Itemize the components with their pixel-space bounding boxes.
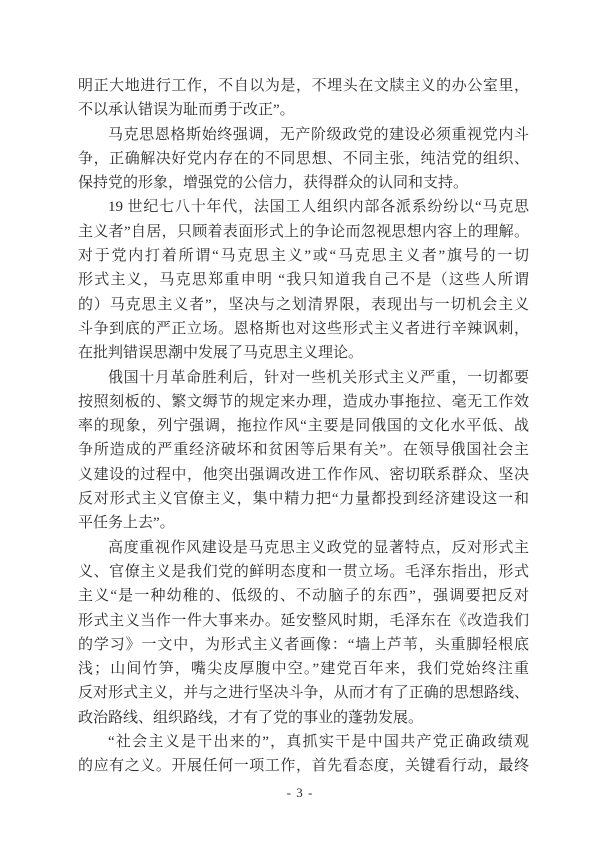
text-line: 主义“是一种幼稚的、低级的、不动脑子的东西”，强调要把反对: [78, 588, 529, 605]
text-line: 在批判错误思潮中发展了马克思主义理论。: [78, 345, 364, 362]
text-line: 政治路线、组织路线，才有了党的事业的蓬勃发展。: [78, 709, 424, 726]
text-line: 的）马克思主义者”，坚决与之划清界限，表现出与一切机会主义: [78, 296, 529, 313]
text-line: 不以承认错误为耻而勇于改正”。: [78, 102, 295, 119]
paragraph: [78, 366, 529, 536]
text-line: 对于党内打着所谓“马克思主义”或“马克思主义者”旗号的一切: [78, 248, 529, 265]
text-line: 争，正确解决好党内存在的不同思想、不同主张，纯洁党的组织、: [78, 150, 529, 167]
text-line: 19 世纪七八十年代，法国工人组织内部各派系纷纷以“马克思: [108, 199, 529, 216]
paragraph: [78, 195, 529, 365]
text-line: 斗争到底的严正立场。恩格斯也对这些形式主义者进行辛辣讽刺，: [78, 320, 529, 337]
text-line: 主义者”自居，只顾着表面形式上的争论而忽视思想内容上的理解。: [78, 223, 529, 240]
document-body: [78, 74, 529, 779]
paragraph: [78, 730, 529, 779]
paragraph: [78, 74, 529, 123]
page-number: - 3 -: [286, 785, 314, 800]
text-line: 率的现象，列宁强调，拖拉作风“主要是同俄国的文化水平低、战: [78, 418, 529, 435]
text-line: 俄国十月革命胜利后，针对一些机关形式主义严重，一切都要: [108, 369, 529, 386]
text-line: 明正大地进行工作，不自以为是，不埋头在文牍主义的办公室里，: [78, 78, 529, 94]
text-line: 浅；山间竹笋，嘴尖皮厚腹中空。”建党百年来，我们党始终注重: [78, 661, 529, 678]
text-line: 的应有之义。开展任何一项工作，首先看态度，关键看行动，最终: [78, 758, 529, 775]
text-line: 争所造成的严重经济破坏和贫困等后果有关”。在领导俄国社会主: [78, 442, 529, 459]
text-line: 按照刻板的、繁文缛节的规定来办理，造成办事拖拉、毫无工作效: [78, 393, 529, 410]
text-line: 高度重视作风建设是马克思主义政党的显著特点，反对形式主: [108, 539, 529, 556]
text-line: 平任务上去”。: [78, 515, 175, 532]
text-line: 义建设的过程中，他突出强调改进工作作风、密切联系群众、坚决: [78, 466, 529, 483]
text-line: 马克思恩格斯始终强调，无产阶级政党的建设必须重视党内斗: [108, 126, 529, 143]
text-line: 反对形式主义官僚主义，集中精力把“力量都投到经济建设这一和: [78, 491, 529, 508]
text-line: 保持党的形象，增强党的公信力，获得群众的认同和支持。: [78, 175, 469, 192]
text-line: 形式主义，马克思郑重申明 “我只知道我自己不是（这些人所谓: [78, 272, 529, 289]
text-line: “社会主义是干出来的”，真抓实干是中国共产党正确政绩观: [108, 734, 529, 751]
paragraph: [78, 536, 529, 730]
text-line: 义、官僚主义是我们党的鲜明态度和一贯立场。毛泽东指出，形式: [78, 563, 529, 580]
paragraph: [78, 123, 529, 196]
text-line: 形式主义当作一件大事来办。延安整风时期，毛泽东在《改造我们: [78, 612, 529, 629]
text-line: 的学习》一文中，为形式主义者画像：“墙上芦苇，头重脚轻根底: [78, 636, 529, 653]
text-line: 反对形式主义，并与之进行坚决斗争，从而才有了正确的思想路线、: [78, 685, 529, 702]
